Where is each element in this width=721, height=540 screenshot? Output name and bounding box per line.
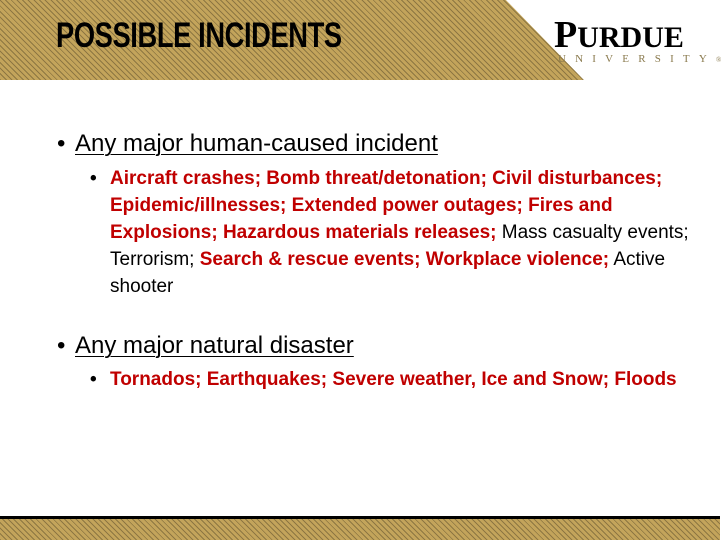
bullet-dot: • [57, 130, 66, 157]
incident-list-red-2: Search & rescue events; Workplace violence; [194, 249, 610, 270]
incident-list-plain-1: Mass casualty events; Terrorism; [110, 222, 689, 270]
subbullet-dot: • [90, 168, 97, 189]
bullet-human-caused [57, 130, 438, 158]
bullet-heading: Any major natural disaster [75, 332, 354, 359]
subbullet-human-caused-list [90, 165, 700, 300]
subbullet-natural-disaster-list [90, 366, 700, 393]
logo-subtitle: UNIVERSITY® [558, 53, 721, 65]
subbullet-dot: • [90, 369, 97, 390]
logo-initial: P [554, 14, 578, 56]
subbullet-text [110, 165, 700, 300]
incident-list-plain-2: Active shooter [110, 249, 666, 297]
slide-title: POSSIBLE INCIDENTS [56, 16, 342, 55]
disaster-list-red: Tornados; Earthquakes; Severe weather, Ice and Snow; Floods [110, 369, 677, 390]
bullet-dot: • [57, 332, 66, 359]
footer-gold-bar [0, 516, 720, 540]
bullet-heading: Any major human-caused incident [75, 130, 438, 157]
subbullet-text [110, 366, 700, 393]
logo-word-rest: URDUE [577, 21, 684, 54]
incident-list-red-1: Aircraft crashes; Bomb threat/detonation; Civil disturbances; Epidemic/illnesses; Extended power outages; Fires and Explosions; Hazardous materials releases; [110, 168, 663, 243]
bullet-natural-disaster [57, 332, 354, 360]
